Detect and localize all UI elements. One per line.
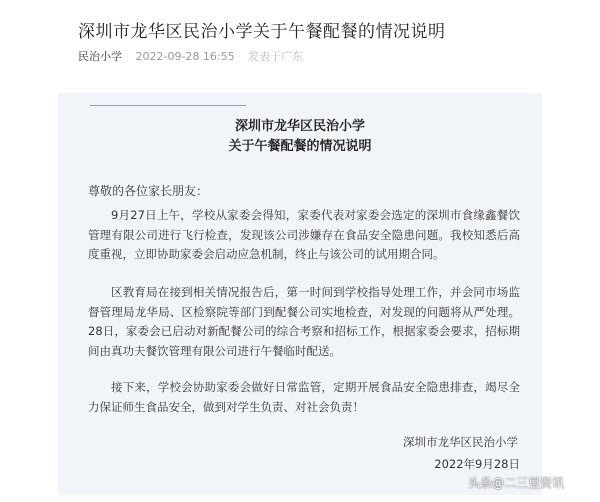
paragraph-3: 接下来，学校会协助家委会做好日常监管，定期开展食品安全隐患排查，竭尽全力保证师生食品安全，做到对学生负责、对社会负责！ [88, 380, 520, 414]
notice-image [58, 93, 542, 495]
paragraph-2: 区教育局在接到相关情况报告后，第一时间到学校指导处理工作，并会同市场监督管理局龙华局、区检察院等部门到配餐公司实地检查，对发现的问题将从严处理。28日，家委会已启动对新配餐公司的综合考察和招标工作，根据家委会要求，招标期间由真功夫餐饮管理有限公司进行午餐临时配送。 [88, 285, 520, 358]
source-watermark: 头条@二三里资讯 [468, 476, 565, 490]
signature-date: 2022年9月28日 [434, 457, 520, 471]
article-meta [78, 48, 303, 64]
publish-location: 发表于广东 [248, 50, 304, 63]
publish-date: 2022-09-28 16:55 [135, 50, 235, 63]
greeting: 尊敬的各位家长朋友： [88, 184, 209, 198]
paragraph-1: 9月27日上午，学校从家委会得知，家委代表对家委会选定的深圳市食缘鑫餐饮管理有限公司进行飞行检查，发现该公司涉嫌存在食品安全隐患问题。我校知悉后高度重视，立即协助家委会启动应急机制，终止与该公司的试用期合同。 [88, 208, 520, 261]
notice-title-line1: 深圳市龙华区民治小学 [234, 119, 365, 134]
account-name-link[interactable]: 民治小学 [78, 50, 122, 63]
notice-title-line2: 关于午餐配餐的情况说明 [228, 139, 372, 154]
signature-org: 深圳市龙华区民治小学 [403, 435, 518, 449]
decorative-rule [90, 105, 246, 106]
article-title: 深圳市龙华区民治小学关于午餐配餐的情况说明 [78, 22, 446, 42]
